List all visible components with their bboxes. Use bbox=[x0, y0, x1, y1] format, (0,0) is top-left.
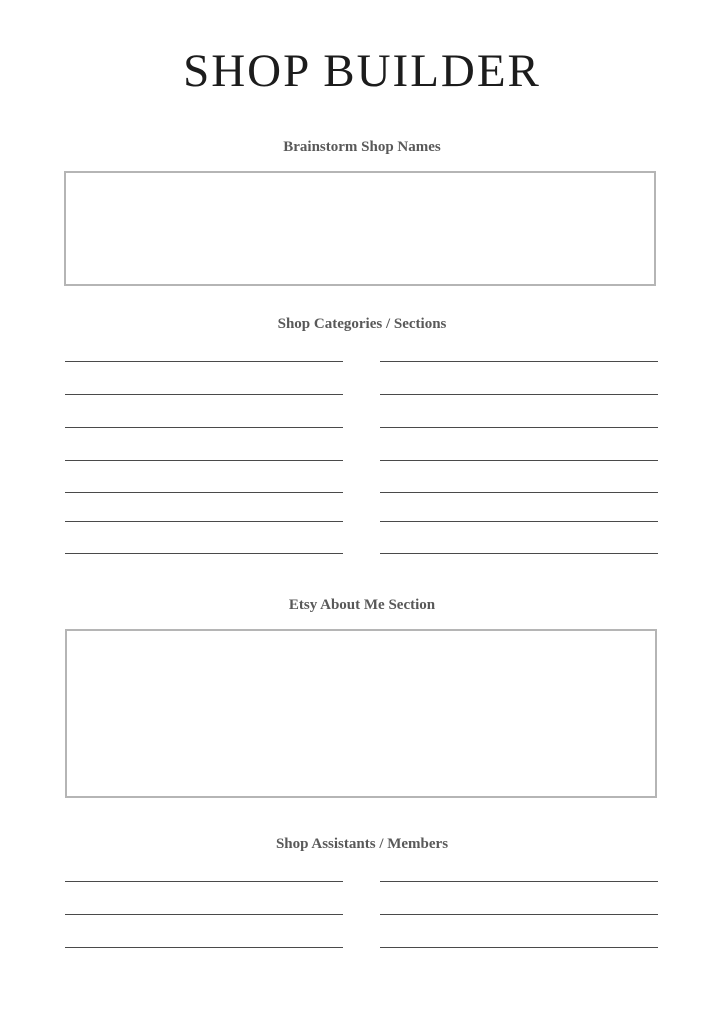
category-line[interactable] bbox=[380, 460, 658, 461]
assistant-line[interactable] bbox=[380, 947, 658, 948]
category-line[interactable] bbox=[65, 394, 343, 395]
category-line[interactable] bbox=[380, 361, 658, 362]
assistant-line[interactable] bbox=[380, 881, 658, 882]
category-line[interactable] bbox=[65, 492, 343, 493]
category-line[interactable] bbox=[380, 521, 658, 522]
assistant-line[interactable] bbox=[380, 914, 658, 915]
category-line[interactable] bbox=[65, 427, 343, 428]
assistants-heading: Shop Assistants / Members bbox=[275, 836, 449, 852]
category-line[interactable] bbox=[380, 394, 658, 395]
categories-heading: Shop Categories / Sections bbox=[277, 316, 447, 332]
assistant-line[interactable] bbox=[65, 947, 343, 948]
shop-names-heading: Brainstorm Shop Names bbox=[283, 139, 441, 155]
page-title: SHOP BUILDER bbox=[183, 45, 541, 97]
shop-names-box[interactable] bbox=[64, 171, 656, 286]
assistant-line[interactable] bbox=[65, 914, 343, 915]
category-line[interactable] bbox=[380, 553, 658, 554]
category-line[interactable] bbox=[65, 553, 343, 554]
about-me-box[interactable] bbox=[65, 629, 657, 798]
category-line[interactable] bbox=[380, 427, 658, 428]
about-me-heading: Etsy About Me Section bbox=[288, 597, 436, 613]
category-line[interactable] bbox=[65, 361, 343, 362]
category-line[interactable] bbox=[65, 460, 343, 461]
category-line[interactable] bbox=[65, 521, 343, 522]
category-line[interactable] bbox=[380, 492, 658, 493]
assistant-line[interactable] bbox=[65, 881, 343, 882]
